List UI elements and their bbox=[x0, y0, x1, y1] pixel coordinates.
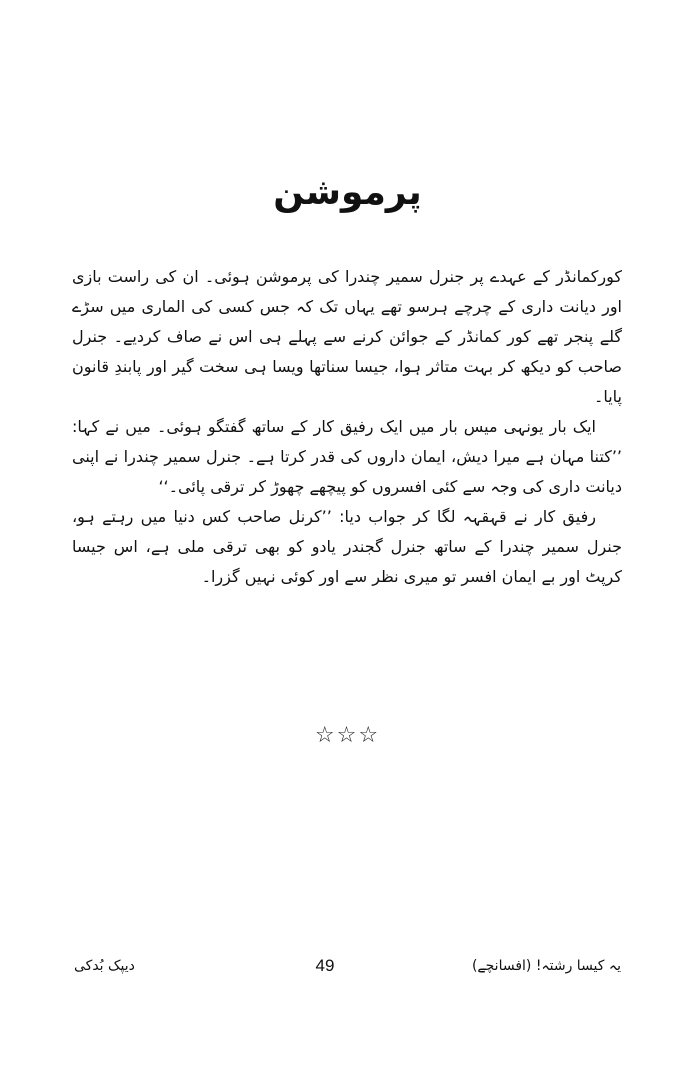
paragraph-2: ایک بار یونہی میس بار میں ایک رفیق کار کے ساتھ گفتگو ہوئی۔ میں نے کہا: ’’کتنا مہان ہے میرا دیش، ایمان داروں کی قدر کرتا ہے۔ جنرل سمیر چندرا نے اپنی دیانت داری کی وجہ سے کئی افسروں کو پیچھے چھوڑ کر ترقی پائی۔‘‘ bbox=[72, 417, 622, 496]
paragraph-1: کورکمانڈر کے عہدے پر جنرل سمیر چندرا کی پرموشن ہوئی۔ ان کی راست بازی اور دیانت داری کے چرچے ہرسو تھے یہاں تک کہ جس کسی کی الماری میں سڑے گلے پنجر تھے کور کمانڈر کے جوائن کرنے سے پہلے ہی اس نے صاف کردیے۔ جنرل صاحب کو دیکھ کر بہت متاثر ہوا، جیسا سناتھا ویسا ہی سخت گیر اور پابندِ قانون پایا۔ bbox=[72, 267, 622, 406]
story-title: پرموشن bbox=[273, 172, 422, 213]
footer-book-title: یہ کیسا رشتہ! (افسانچے) bbox=[471, 958, 621, 974]
footer-author: دیپک بُدکی bbox=[74, 958, 135, 974]
story-body bbox=[72, 262, 622, 592]
section-separator: ☆☆☆ bbox=[314, 723, 381, 748]
page-number: 49 bbox=[315, 956, 335, 975]
page-footer bbox=[0, 951, 695, 981]
paragraph-3: رفیق کار نے قہقہہ لگا کر جواب دیا: ’’کرنل صاحب کس دنیا میں رہتے ہو، جنرل سمیر چندرا کے ساتھ جنرل گجندر یادو کو بھی ترقی ملی ہے، اس جیسا کرپٹ اور بے ایمان افسر تو میری نظر سے اور کوئی نہیں گزرا۔ bbox=[72, 507, 622, 586]
